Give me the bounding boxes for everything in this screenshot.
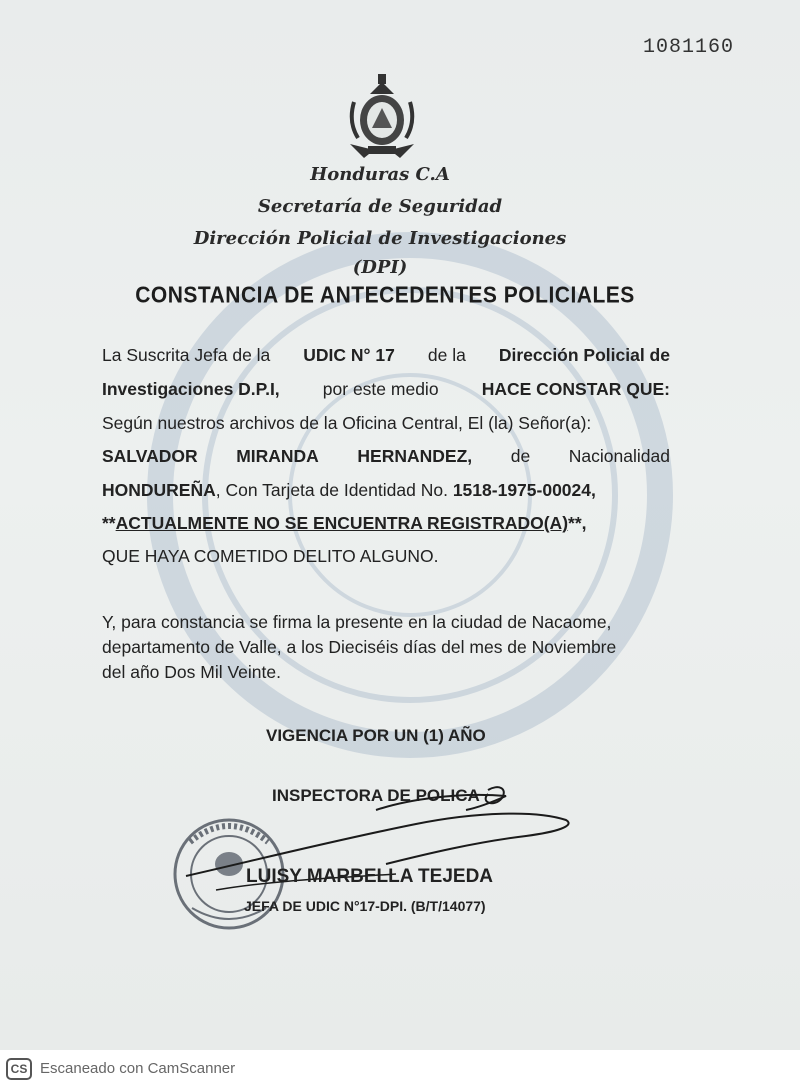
document-title: CONSTANCIA DE ANTECEDENTES POLICIALES: [135, 282, 635, 309]
body-line-4: [102, 445, 670, 467]
signatory-name: LUISY MARBELLA TEJEDA: [246, 866, 494, 887]
serial-number: 1081160: [642, 36, 734, 59]
udic-number: UDIC N° 17: [303, 345, 395, 365]
person-last-name: HERNANDEZ,: [357, 446, 473, 466]
header-directorate: Dirección Policial de Investigaciones: [193, 228, 567, 249]
signatory-role: INSPECTORA DE POLICA: [272, 786, 480, 805]
nationality: HONDUREÑA: [102, 480, 216, 500]
closing-line-3: del año Dos Mil Veinte.: [102, 662, 281, 682]
person-middle-name: MIRANDA: [236, 446, 319, 466]
header-country: Honduras C.A: [310, 164, 450, 185]
body-line-3: Según nuestros archivos de la Oficina Central, El (la) Señor(a):: [102, 413, 592, 433]
closing-line-2: departamento de Valle, a los Dieciséis días del mes de Noviembre: [102, 637, 617, 657]
body-text: La Suscrita Jefa de la: [102, 345, 271, 365]
body-line-1: [102, 344, 670, 366]
id-number: 1518-1975-00024,: [452, 480, 596, 500]
record-status: ACTUALMENTE NO SE ENCUENTRA REGISTRADO(A): [115, 513, 569, 533]
body-line-5: [102, 479, 670, 501]
person-first-name: SALVADOR: [102, 446, 198, 466]
scanner-credit: Escaneado con CamScanner: [40, 1060, 236, 1077]
body-text: **: [102, 513, 116, 533]
body-line-7: QUE HAYA COMETIDO DELITO ALGUNO.: [102, 546, 439, 566]
certify-phrase: HACE CONSTAR QUE:: [481, 379, 670, 399]
scanner-footer: [0, 1050, 800, 1088]
body-text: Nacionalidad: [568, 446, 670, 466]
directorate-name-cont: Investigaciones D.P.I,: [102, 379, 280, 399]
body-text: de la: [427, 345, 466, 365]
header-acronym: (DPI): [352, 257, 408, 278]
coat-of-arms-icon: [344, 72, 420, 164]
header-secretariat: Secretaría de Seguridad: [257, 196, 503, 217]
camscanner-logo-icon: CS: [6, 1058, 32, 1080]
validity-note: VIGENCIA POR UN (1) AÑO: [266, 726, 486, 745]
body-text: **,: [568, 513, 587, 533]
directorate-name: Dirección Policial de: [498, 345, 670, 365]
body-line-2: [102, 378, 670, 400]
body-text: de: [510, 446, 531, 466]
signatory-title: JEFA DE UDIC N°17-DPI. (B/T/14077): [244, 898, 486, 914]
body-text: , Con Tarjeta de Identidad No.: [215, 480, 448, 500]
body-text: por este medio: [322, 379, 439, 399]
body-line-6: [102, 512, 670, 534]
closing-line-1: Y, para constancia se firma la presente en la ciudad de Nacaome,: [102, 612, 612, 632]
